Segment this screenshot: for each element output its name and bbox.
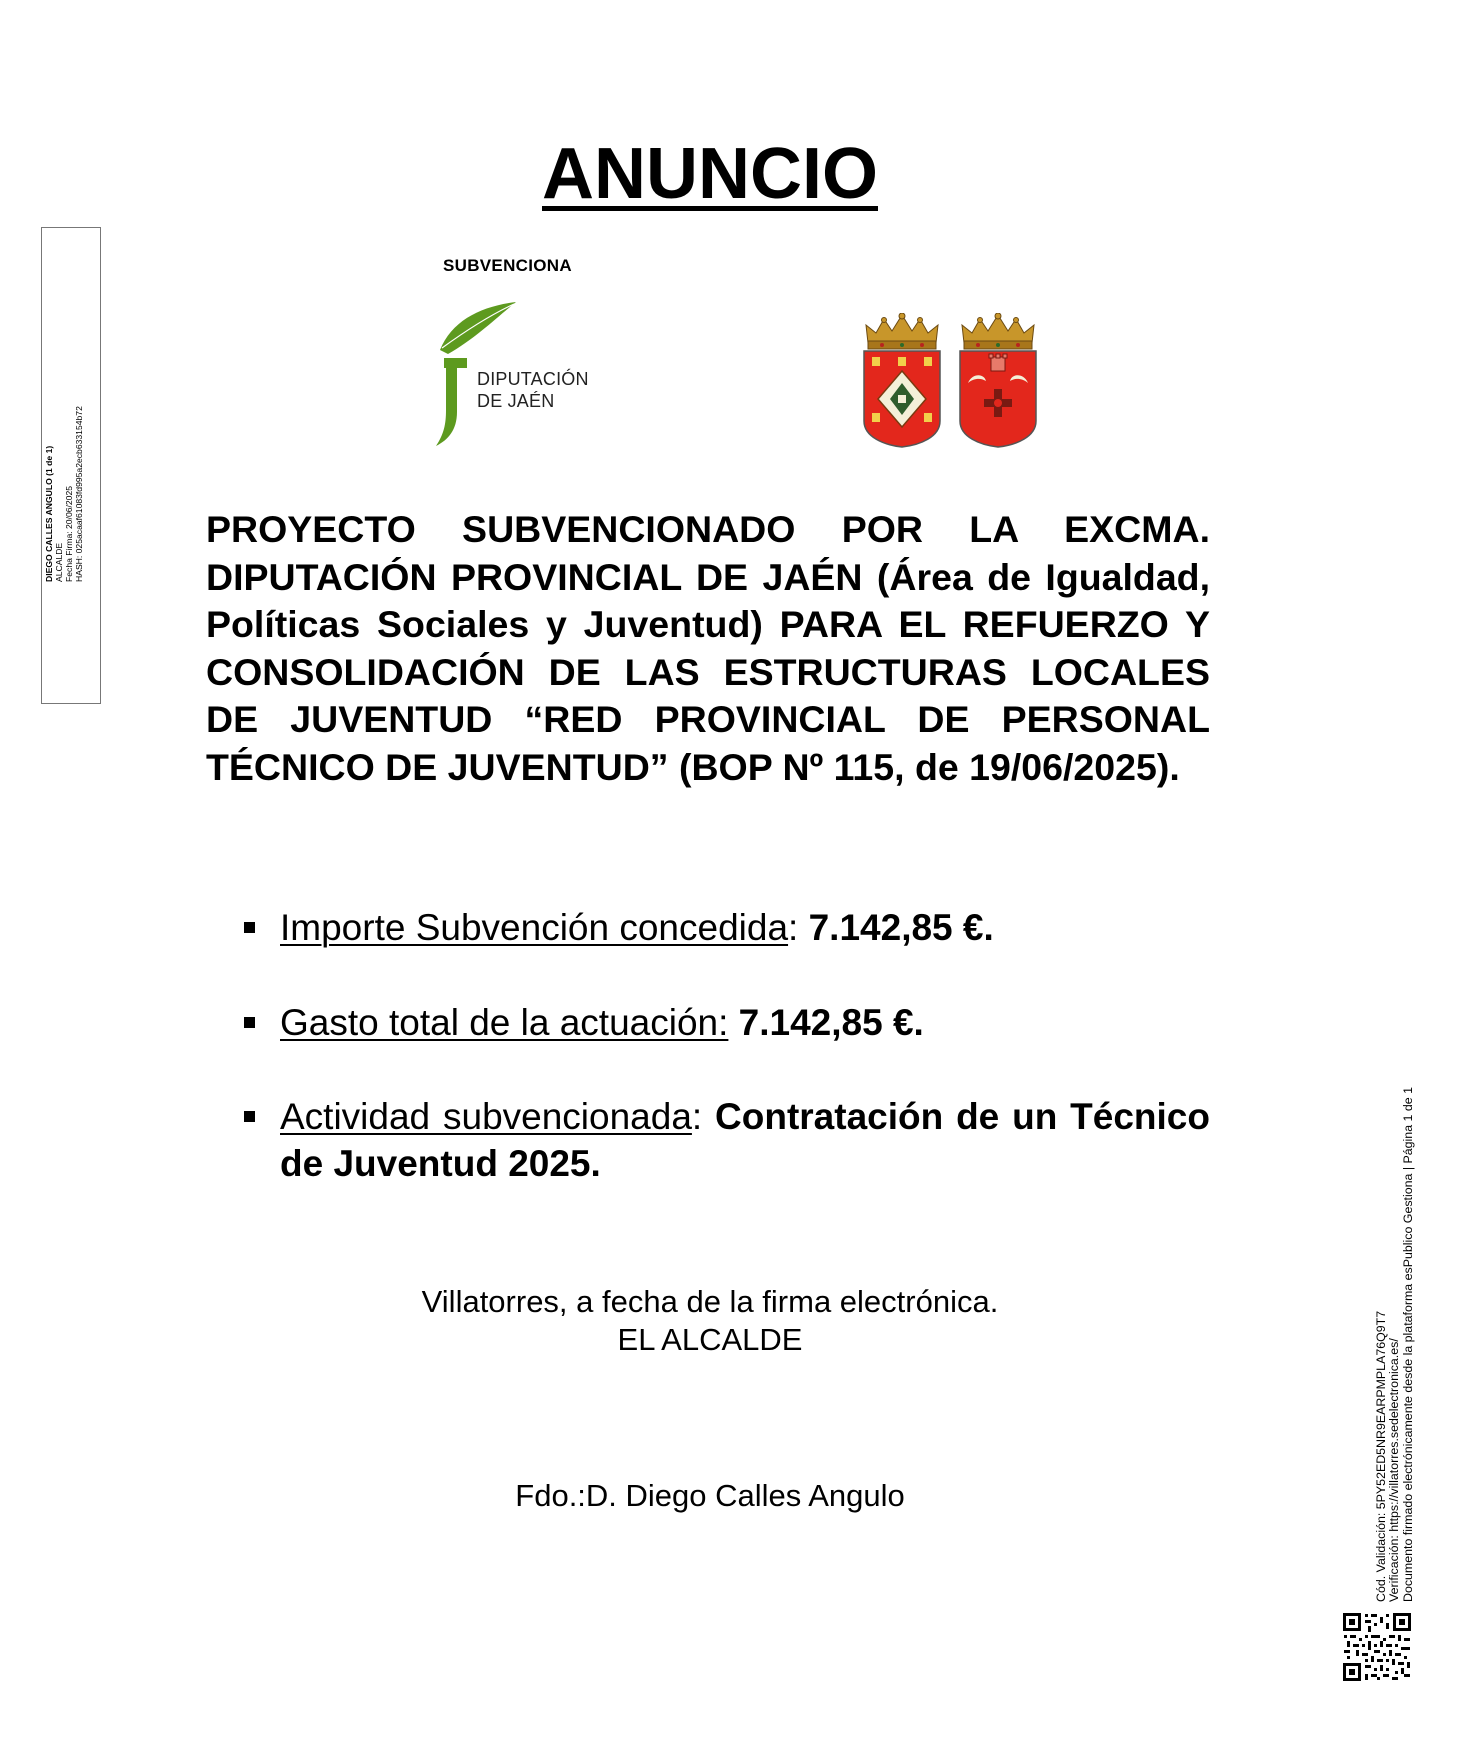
signed-by: Fdo.:D. Diego Calles Angulo bbox=[515, 1478, 905, 1513]
validation-code: Cód. Validación: 5PY52ED5NR9EARPMPLA76Q9T7 bbox=[1374, 1310, 1388, 1602]
list-item bbox=[244, 999, 1210, 1046]
bullet-value: 7.142,85 €. bbox=[728, 1002, 924, 1043]
signature-stamp bbox=[44, 342, 84, 582]
signature-signer: DIEGO CALLES ANGULO (1 de 1) bbox=[44, 445, 54, 582]
subvenciona-label: SUBVENCIONA bbox=[443, 256, 572, 275]
bullet-square-icon bbox=[244, 1111, 255, 1122]
verification-url: Verificación: https://villatorres.sedelectronica.es/ bbox=[1387, 1338, 1402, 1602]
bullet-value: 7.142,85 €. bbox=[798, 907, 994, 948]
bullet-square-icon bbox=[244, 922, 255, 933]
diputacion-name: DIPUTACIÓN DE JAÉN bbox=[477, 369, 589, 411]
list-item bbox=[244, 1093, 1210, 1187]
verification-strip bbox=[1375, 1082, 1415, 1602]
main-paragraph: PROYECTO SUBVENCIONADO POR LA EXCMA. DIPUTACIÓN PROVINCIAL DE JAÉN (Área de Igualdad, Políticas Sociales y Juventud) PARA EL REFUERZO Y CONSOLIDACIÓN DE LAS ESTRUCTURAS LOCALES DE JUVENTUD “RED PROVINCIAL DE PERSONAL TÉCNICO DE JUVENTUD” (BOP Nº 115, de 19/06/2025). bbox=[206, 508, 1210, 788]
bullet-square-icon bbox=[244, 1017, 255, 1028]
signer-role: EL ALCALDE bbox=[617, 1322, 803, 1357]
bullet-separator: : bbox=[788, 907, 799, 948]
list-item bbox=[244, 904, 1210, 951]
signature-role: ALCALDE bbox=[54, 542, 64, 582]
document-title: ANUNCIO bbox=[542, 134, 878, 214]
place-date: Villatorres, a fecha de la firma electrónica. bbox=[421, 1284, 999, 1319]
qr-code-icon bbox=[1342, 1612, 1412, 1682]
bullet-label: Gasto total de la actuación: bbox=[280, 1002, 729, 1043]
coat-of-arms-icon bbox=[958, 313, 1038, 448]
signature-date: Fecha Firma: 20/06/2025 bbox=[64, 485, 74, 582]
bullet-value: Contratación de un Técnico de Juventud 2025. bbox=[280, 1096, 1210, 1184]
bullet-separator: : bbox=[691, 1096, 703, 1137]
bullet-label: Importe Subvención concedida bbox=[280, 907, 789, 948]
bullet-label: Actividad subvencionada bbox=[280, 1096, 692, 1137]
signature-hash: HASH: 025acaaf61083fd995a2ecb633154b72 bbox=[74, 406, 84, 582]
platform-note: Documento firmado electrónicamente desde la plataforma esPublico Gestiona | Página 1 de 1 bbox=[1400, 1087, 1415, 1602]
coat-of-arms-icon bbox=[862, 313, 942, 448]
